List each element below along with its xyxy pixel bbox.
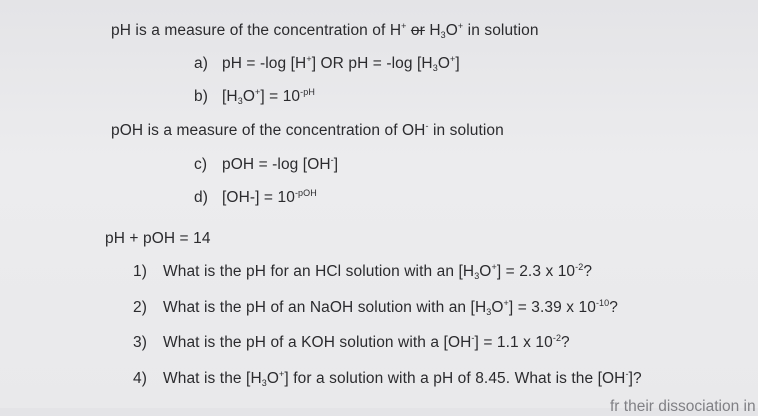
question-1-text-1: What is the pH for an HCl solution with an [H — [163, 263, 475, 280]
formula-b-text-2: O — [242, 88, 255, 105]
ph-definition-subscript: 3 — [440, 30, 446, 40]
formula-c-sup-1: - — [330, 155, 334, 165]
question-3-text-3: ? — [561, 334, 570, 351]
question-4-text-3: ] for a solution with a pH of 8.45. What is the [OH — [284, 370, 626, 387]
formula-b-sub-1: 3 — [237, 96, 243, 106]
formula-a-text-2: ] OR pH = -log [H — [311, 55, 433, 72]
question-1-text-2: O — [479, 263, 492, 280]
bottom-cut-text: fr their dissociation in — [610, 398, 756, 415]
question-4-sup: + — [279, 369, 285, 379]
question-2-number: 2) — [133, 299, 147, 316]
formula-a-label: a) — [194, 55, 208, 72]
formula-b-text-1: [H — [222, 88, 238, 105]
question-4-sup-2: - — [625, 369, 629, 379]
formula-a-sup-2: + — [449, 54, 456, 64]
ph-definition-end: in solution — [463, 22, 539, 39]
formula-b — [194, 87, 315, 107]
ph-definition-text: pH is a measure of the concentration of H — [111, 22, 402, 39]
question-1 — [133, 262, 592, 282]
question-1-text-3: ] = 2.3 x 10 — [496, 263, 576, 280]
poh-definition-text: pOH is a measure of the concentration of OH — [111, 122, 426, 139]
question-2-text-3: ] = 3.39 x 10 — [508, 299, 596, 316]
question-3-text-2: ] = 1.1 x 10 — [474, 334, 553, 351]
question-1-sub: 3 — [474, 271, 480, 281]
question-3-text-1: What is the pH of a KOH solution with a [OH — [163, 334, 472, 351]
formula-a-text-4: ] — [455, 55, 460, 72]
question-4 — [133, 369, 642, 389]
ph-definition-superscript-2: + — [457, 21, 464, 31]
ph-definition-superscript: + — [401, 21, 407, 31]
ph-definition-or: or — [410, 22, 425, 39]
formula-a-sub-1: 3 — [432, 63, 438, 73]
formula-b-sup-1: + — [254, 87, 261, 97]
question-3-number: 3) — [133, 334, 147, 351]
question-3-sup: - — [471, 333, 475, 343]
formula-c-label: c) — [194, 156, 208, 173]
question-1-number: 1) — [133, 263, 147, 280]
formula-b-exponent: -pH — [300, 87, 315, 97]
question-2-exponent: -10 — [595, 298, 610, 308]
formula-a-text-3: O — [437, 55, 450, 72]
formula-a — [194, 54, 460, 74]
ph-definition-h: H — [429, 22, 441, 39]
question-1-text-4: ? — [583, 263, 593, 280]
question-4-text-4: ]? — [628, 370, 642, 387]
question-3-exponent: -2 — [552, 333, 562, 343]
formula-a-sup-1: + — [306, 54, 312, 64]
formula-d-exponent: -pOH — [294, 188, 317, 198]
question-2-sup: + — [503, 298, 509, 308]
question-2-sub: 3 — [486, 307, 492, 317]
question-4-sub: 3 — [261, 378, 267, 388]
formula-c — [194, 155, 338, 175]
poh-definition-superscript: - — [425, 121, 429, 131]
formula-b-label: b) — [194, 88, 208, 105]
question-1-sup: + — [491, 262, 497, 272]
question-3 — [133, 333, 570, 353]
formula-d-label: d) — [194, 189, 208, 206]
question-4-text-2: O — [266, 370, 280, 387]
question-2-text-4: ? — [609, 299, 618, 316]
question-2-text-1: What is the pH of an NaOH solution with an [H — [163, 299, 487, 316]
question-2-text-2: O — [491, 299, 504, 316]
formula-c-text-2: ] — [333, 156, 339, 173]
ph-definition — [111, 21, 539, 41]
formula-d — [194, 188, 317, 208]
question-4-text-1: What is the [H — [163, 370, 262, 387]
question-4-number: 4) — [133, 370, 147, 387]
formula-b-text-3: ] = 10 — [260, 88, 301, 105]
ph-definition-o: O — [445, 22, 458, 39]
poh-definition-end: in solution — [428, 122, 504, 139]
question-2 — [133, 298, 618, 318]
question-1-exponent: -2 — [575, 262, 584, 272]
formula-c-text-1: pOH = -log [OH — [222, 156, 331, 173]
poh-definition — [111, 121, 504, 141]
formula-d-text-1: [OH-] = 10 — [222, 189, 295, 206]
formula-a-text-1: pH = -log [H — [222, 55, 307, 72]
ph-poh-relation: pH + pOH = 14 — [105, 230, 211, 247]
